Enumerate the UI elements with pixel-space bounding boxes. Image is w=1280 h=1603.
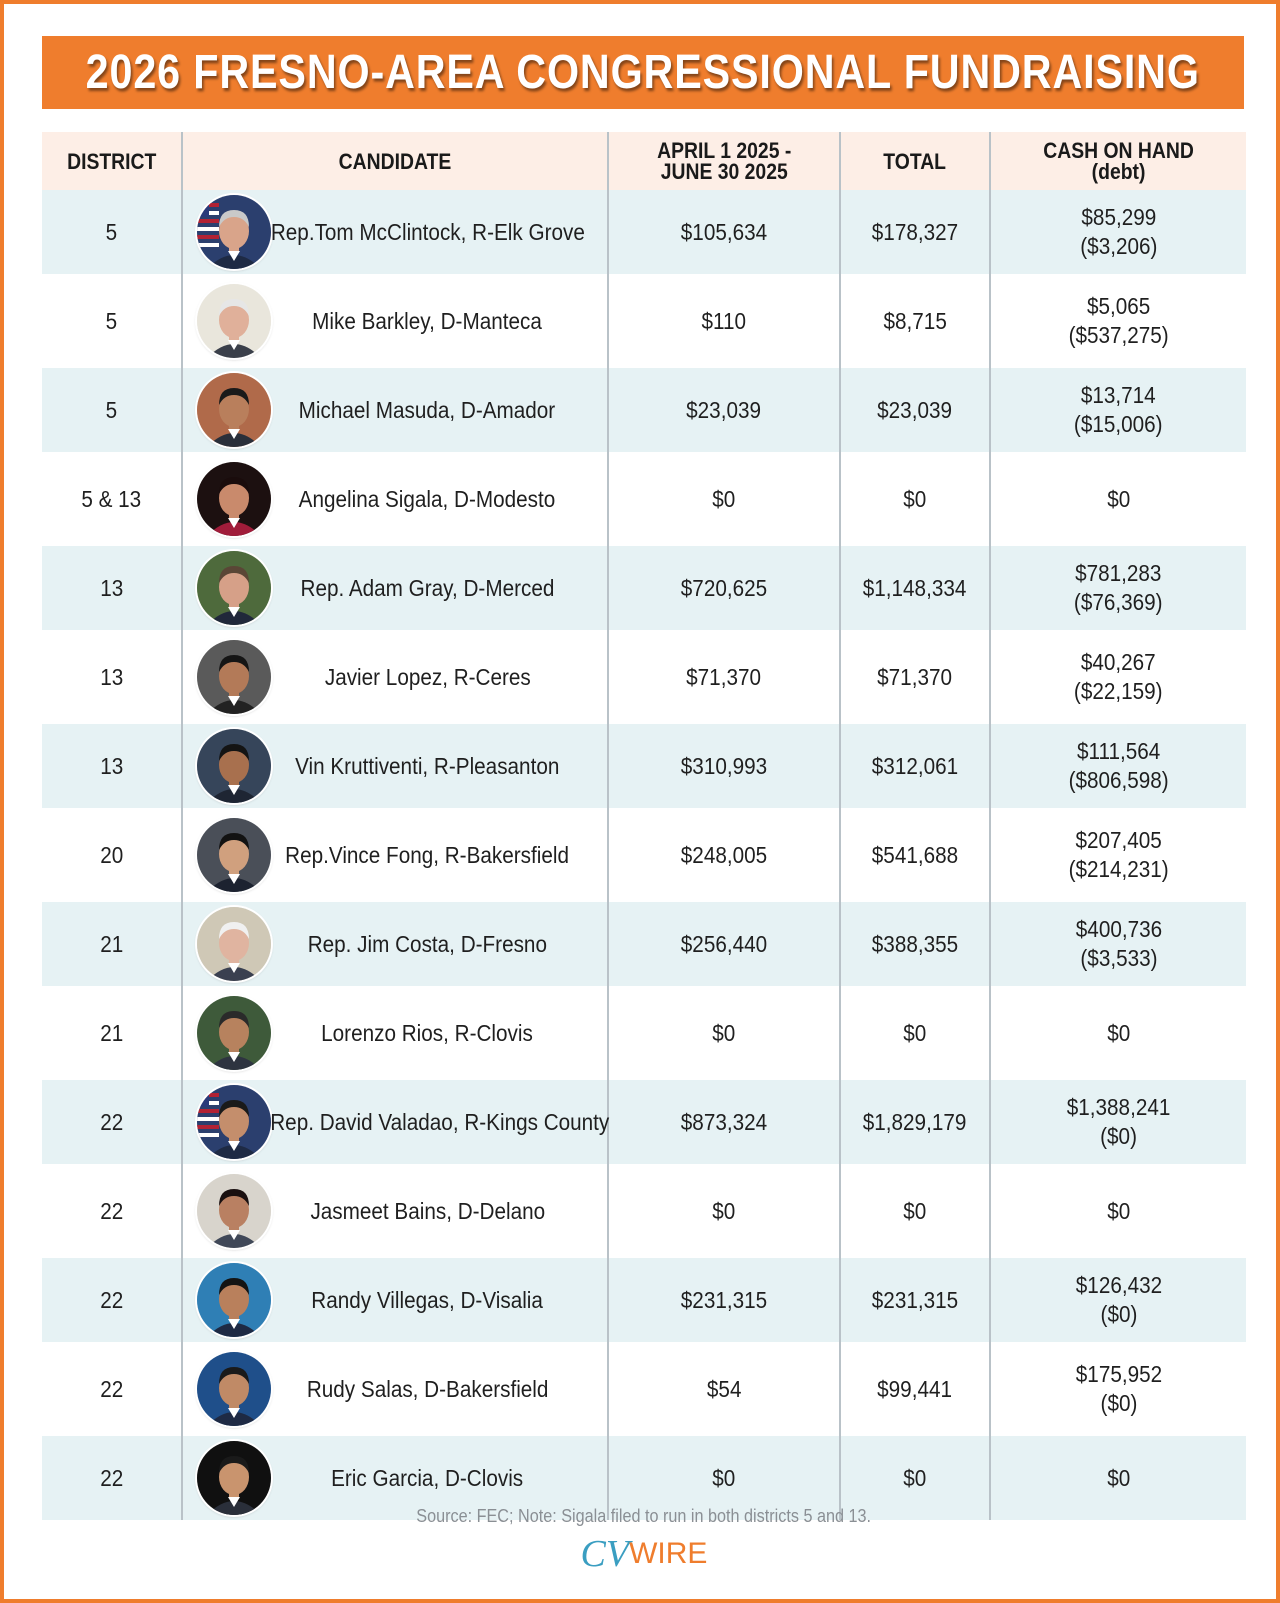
cell-q2-raised: $110	[608, 274, 840, 368]
candidate-name: Rep. Adam Gray, D-Merced	[300, 574, 555, 601]
cell-q2-raised: $720,625	[608, 546, 840, 630]
cash-value: $13,714	[1081, 382, 1156, 408]
cell-district: 22	[99, 1375, 124, 1402]
cell-total: $312,061	[840, 724, 990, 808]
cell-district: 22	[99, 1197, 124, 1224]
cell-q2-raised: $0	[608, 452, 840, 546]
cell-candidate	[182, 1080, 608, 1164]
debt-value: ($0)	[1100, 1123, 1137, 1149]
cell-candidate	[182, 808, 608, 902]
cell-cash-on-hand	[990, 1080, 1246, 1164]
cell-cash-on-hand	[990, 1342, 1246, 1436]
cell-cash-on-hand	[990, 808, 1246, 902]
candidate-name: Jasmeet Bains, D-Delano	[310, 1197, 545, 1224]
cell-total: $71,370	[840, 630, 990, 724]
table-row	[42, 274, 1246, 368]
cell-district: 13	[99, 663, 124, 690]
cell-q2-raised: $248,005	[608, 808, 840, 902]
candidate-name: Michael Masuda, D-Amador	[299, 396, 556, 423]
table-row	[42, 1342, 1246, 1436]
cell-total: $388,355	[840, 902, 990, 986]
cell-total: $231,315	[840, 1258, 990, 1342]
table-row	[42, 546, 1246, 630]
cell-q2-raised: $105,634	[608, 190, 840, 274]
cash-value: $781,283	[1075, 560, 1162, 586]
cell-cash-on-hand	[990, 274, 1246, 368]
debt-value: ($15,006)	[1074, 411, 1163, 437]
title-banner	[42, 36, 1244, 109]
cell-cash-on-hand	[990, 724, 1246, 808]
cash-value: $0	[1106, 1019, 1131, 1046]
cash-value: $0	[1106, 485, 1131, 512]
cell-q2-raised: $23,039	[608, 368, 840, 452]
cell-district: 20	[99, 841, 124, 868]
candidate-name: Javier Lopez, R-Ceres	[324, 663, 531, 690]
cell-total: $0	[840, 1164, 990, 1258]
cell-candidate	[182, 1258, 608, 1342]
cell-candidate	[182, 724, 608, 808]
cash-value: $111,564	[1076, 738, 1161, 764]
cell-candidate	[182, 986, 608, 1080]
cell-candidate	[182, 274, 608, 368]
cell-total: $1,829,179	[840, 1080, 990, 1164]
debt-value: ($3,533)	[1079, 945, 1158, 971]
cell-district: 22	[42, 1258, 182, 1342]
table-row	[42, 630, 1246, 724]
cell-cash-on-hand	[990, 1164, 1246, 1258]
candidate-name: Lorenzo Rios, R-Clovis	[321, 1019, 534, 1046]
debt-value: ($214,231)	[1068, 856, 1169, 882]
cell-total: $178,327	[840, 190, 990, 274]
debt-value: ($0)	[1100, 1390, 1137, 1416]
table-row	[42, 1164, 1246, 1258]
cell-candidate	[182, 546, 608, 630]
cell-district: 22	[42, 1080, 182, 1164]
candidate-name: Randy Villegas, D-Visalia	[311, 1286, 544, 1313]
cell-candidate	[182, 190, 608, 274]
cell-district: 13	[42, 724, 182, 808]
cell-district: 5 & 13	[81, 485, 142, 512]
cash-value: $207,405	[1075, 827, 1162, 853]
cell-candidate	[182, 452, 608, 546]
logo-wire: WIRE	[629, 1537, 708, 1570]
cell-district: 5	[105, 307, 118, 334]
candidate-name: Rep. Jim Costa, D-Fresno	[307, 930, 548, 957]
cell-candidate	[182, 1164, 608, 1258]
cell-q2-raised: $54	[608, 1342, 840, 1436]
cell-total: $99,441	[840, 1342, 990, 1436]
cell-cash-on-hand	[990, 1258, 1246, 1342]
debt-value: ($0)	[1100, 1301, 1137, 1327]
table-row	[42, 1080, 1246, 1164]
cell-q2-raised: $0	[608, 986, 840, 1080]
cell-q2-raised: $0	[608, 1436, 840, 1520]
cell-district: 21	[99, 1019, 124, 1046]
cell-district: 13	[42, 546, 182, 630]
header-district: DISTRICT	[42, 132, 182, 190]
cash-value: $400,736	[1075, 916, 1162, 942]
cell-cash-on-hand	[990, 902, 1246, 986]
cash-value: $126,432	[1075, 1272, 1162, 1298]
table-row	[42, 724, 1246, 808]
cash-value: $1,388,241	[1066, 1094, 1171, 1120]
fundraising-table	[42, 132, 1246, 1520]
source-note: Source: FEC; Note: Sigala filed to run in both districts 5 and 13.	[416, 1506, 872, 1526]
cell-cash-on-hand	[990, 368, 1246, 452]
candidate-photo	[197, 1441, 271, 1515]
header-total: TOTAL	[840, 132, 990, 190]
cell-district: 5	[42, 190, 182, 274]
cell-q2-raised: $231,315	[608, 1258, 840, 1342]
header-candidate: CANDIDATE	[182, 132, 608, 190]
table-row	[42, 902, 1246, 986]
cell-q2-raised: $310,993	[608, 724, 840, 808]
candidate-name: Vin Kruttiventi, R-Pleasanton	[295, 752, 560, 779]
logo-cv: CV	[580, 1533, 630, 1575]
table-row	[42, 452, 1246, 546]
cvwire-logo	[4, 1532, 1280, 1582]
candidate-name: Rep. David Valadao, R-Kings County	[270, 1108, 610, 1135]
cell-total: $0	[840, 986, 990, 1080]
cell-cash-on-hand	[990, 452, 1246, 546]
debt-value: ($3,206)	[1079, 233, 1158, 259]
cell-cash-on-hand	[990, 190, 1246, 274]
cell-total: $23,039	[840, 368, 990, 452]
cell-total: $8,715	[840, 274, 990, 368]
candidate-name: Rep.Tom McClintock, R-Elk Grove	[270, 218, 585, 245]
table-row	[42, 190, 1246, 274]
cell-total: $1,148,334	[840, 546, 990, 630]
cell-district: 22	[42, 1436, 182, 1520]
candidate-name: Angelina Sigala, D-Modesto	[299, 485, 556, 512]
cash-value: $40,267	[1081, 649, 1156, 675]
cell-cash-on-hand	[990, 630, 1246, 724]
cell-q2-raised: $873,324	[608, 1080, 840, 1164]
candidate-name: Mike Barkley, D-Manteca	[312, 307, 543, 334]
cash-value: $0	[1106, 1197, 1131, 1224]
cell-q2-raised: $256,440	[608, 902, 840, 986]
candidate-name: Rep.Vince Fong, R-Bakersfield	[285, 841, 570, 868]
cell-q2-raised: $71,370	[608, 630, 840, 724]
cell-cash-on-hand	[990, 546, 1246, 630]
candidate-name: Rudy Salas, D-Bakersfield	[306, 1375, 549, 1402]
debt-value: ($22,159)	[1074, 678, 1163, 704]
debt-value: ($76,369)	[1074, 589, 1163, 615]
cell-cash-on-hand	[990, 986, 1246, 1080]
table-row	[42, 368, 1246, 452]
debt-value: ($806,598)	[1068, 767, 1169, 793]
header-q2-period: APRIL 1 2025 - JUNE 30 2025	[608, 132, 840, 190]
cell-candidate	[182, 1342, 608, 1436]
cell-q2-raised: $0	[608, 1164, 840, 1258]
cell-district: 5	[42, 368, 182, 452]
header-cash-on-hand: CASH ON HAND (debt)	[990, 132, 1246, 190]
table-row	[42, 808, 1246, 902]
cash-value: $175,952	[1075, 1361, 1162, 1387]
cell-total: $0	[840, 1436, 990, 1520]
cash-value: $0	[1106, 1464, 1131, 1491]
table-row	[42, 1258, 1246, 1342]
page-title: 2026 FRESNO-AREA CONGRESSIONAL FUNDRAISING	[85, 46, 1201, 99]
candidate-name: Eric Garcia, D-Clovis	[331, 1464, 524, 1491]
cell-total: $541,688	[840, 808, 990, 902]
table-row	[42, 986, 1246, 1080]
table-header-row	[42, 132, 1246, 190]
cell-candidate	[182, 368, 608, 452]
cell-total: $0	[840, 452, 990, 546]
cash-value: $5,065	[1086, 293, 1151, 319]
cash-value: $85,299	[1081, 204, 1156, 230]
debt-value: ($537,275)	[1068, 322, 1169, 348]
cell-district: 21	[42, 902, 182, 986]
cell-candidate	[182, 630, 608, 724]
cell-candidate	[182, 902, 608, 986]
